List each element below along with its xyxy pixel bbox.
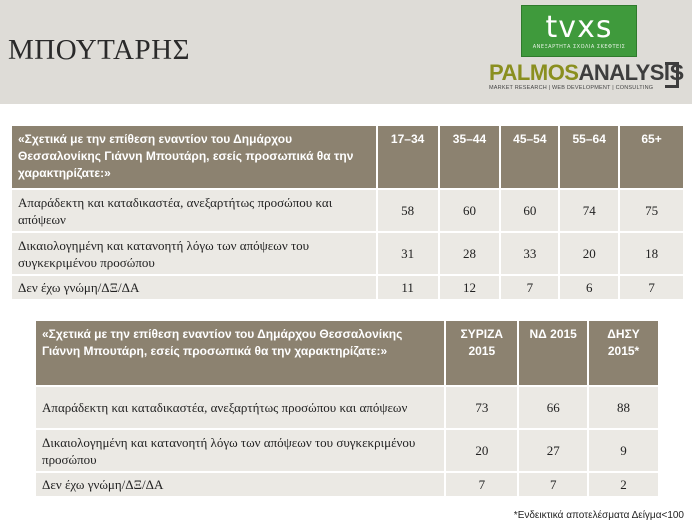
table-row bbox=[11, 275, 684, 300]
palmos-bracket-icon bbox=[665, 62, 679, 88]
table-row bbox=[35, 386, 659, 429]
table-cell: 88 bbox=[588, 386, 659, 429]
row-label: Απαράδεκτη και καταδικαστέα, ανεξαρτήτως προσώπου και απόψεων bbox=[11, 189, 377, 232]
table-cell: 74 bbox=[559, 189, 619, 232]
table-cell: 20 bbox=[445, 429, 518, 472]
palmos-brand-part2: ANALYSIS bbox=[578, 60, 684, 85]
question-header: «Σχετικά με την επίθεση εναντίον του Δημάρχου Θεσσαλονίκης Γιάννη Μπουτάρη, εσείς προσωπικά θα την χαρακτηρίζατε:» bbox=[35, 320, 445, 386]
column-header: 65+ bbox=[619, 125, 684, 189]
table-cell: 33 bbox=[500, 232, 559, 275]
table-header-row bbox=[35, 320, 659, 386]
table-row bbox=[35, 472, 659, 497]
footnote: *Ενδεικτικά αποτελέσματα Δείγμα<100 bbox=[513, 510, 684, 521]
column-header: 17–34 bbox=[377, 125, 439, 189]
row-label: Δικαιολογημένη και κατανοητή λόγω των απόψεων του συγκεκριμένου προσώπου bbox=[11, 232, 377, 275]
tvxs-logo-subtitle: ΑΝΕΞΑΡΤΗΤΑ ΣΧΟΛΙΑ ΣΚΕΦΤΕΙΣ bbox=[532, 44, 626, 50]
column-header: ΝΔ 2015 bbox=[518, 320, 588, 386]
table-cell: 7 bbox=[445, 472, 518, 497]
column-header: 55–64 bbox=[559, 125, 619, 189]
palmos-brand-part1: PALMOS bbox=[489, 60, 579, 85]
table-cell: 2 bbox=[588, 472, 659, 497]
tvxs-logo-text: tvxs bbox=[545, 10, 613, 45]
table-cell: 7 bbox=[619, 275, 684, 300]
header-bar bbox=[0, 0, 692, 104]
row-label: Δεν έχω γνώμη/ΔΞ/ΔΑ bbox=[35, 472, 445, 497]
table-cell: 11 bbox=[377, 275, 439, 300]
row-label: Δεν έχω γνώμη/ΔΞ/ΔΑ bbox=[11, 275, 377, 300]
table-cell: 28 bbox=[439, 232, 501, 275]
table-cell: 6 bbox=[559, 275, 619, 300]
table-cell: 58 bbox=[377, 189, 439, 232]
table-cell: 7 bbox=[500, 275, 559, 300]
table-cell: 60 bbox=[500, 189, 559, 232]
table-cell: 27 bbox=[518, 429, 588, 472]
table-row bbox=[35, 429, 659, 472]
palmos-brand bbox=[489, 60, 684, 86]
column-header: 35–44 bbox=[439, 125, 501, 189]
table-row bbox=[11, 189, 684, 232]
table-cell: 66 bbox=[518, 386, 588, 429]
page-title: ΜΠΟΥΤΑΡΗΣ bbox=[8, 34, 190, 66]
table-cell: 75 bbox=[619, 189, 684, 232]
table-cell: 73 bbox=[445, 386, 518, 429]
column-header: ΣΥΡΙΖΑ 2015 bbox=[445, 320, 518, 386]
table-cell: 7 bbox=[518, 472, 588, 497]
table-cell: 9 bbox=[588, 429, 659, 472]
table-cell: 12 bbox=[439, 275, 501, 300]
column-header: 45–54 bbox=[500, 125, 559, 189]
table-cell: 18 bbox=[619, 232, 684, 275]
row-label: Απαράδεκτη και καταδικαστέα, ανεξαρτήτως προσώπου και απόψεων bbox=[35, 386, 445, 429]
party-vote-table bbox=[34, 319, 660, 498]
table-cell: 31 bbox=[377, 232, 439, 275]
table-cell: 60 bbox=[439, 189, 501, 232]
table-header-row bbox=[11, 125, 684, 189]
column-header: ΔΗΣΥ 2015* bbox=[588, 320, 659, 386]
palmos-analysis-logo bbox=[489, 60, 689, 100]
age-group-table bbox=[10, 124, 685, 301]
palmos-tagline: MARKET RESEARCH | WEB DEVELOPMENT | CONSULTING bbox=[489, 85, 654, 91]
table-row bbox=[11, 232, 684, 275]
table-cell: 20 bbox=[559, 232, 619, 275]
tvxs-logo bbox=[521, 5, 637, 57]
question-header: «Σχετικά με την επίθεση εναντίον του Δημάρχου Θεσσαλονίκης Γιάννη Μπουτάρη, εσείς προσωπικά θα την χαρακτηρίζατε:» bbox=[11, 125, 377, 189]
row-label: Δικαιολογημένη και κατανοητή λόγω των απόψεων του συγκεκριμένου προσώπου bbox=[35, 429, 445, 472]
